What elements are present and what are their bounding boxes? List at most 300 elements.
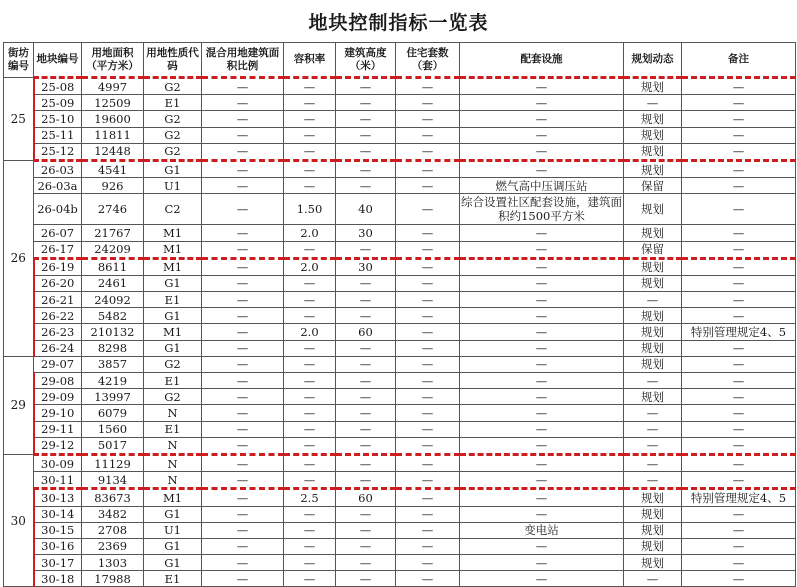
building-height: — (336, 356, 396, 372)
parcel-id: 26-22 (34, 308, 82, 324)
building-height: 60 (336, 324, 396, 340)
table-row (4, 127, 796, 143)
land-area: 11811 (82, 127, 144, 143)
header-row (4, 43, 796, 78)
building-height: — (336, 178, 396, 194)
parcel-id: 30-14 (34, 506, 82, 522)
housing-units: — (396, 522, 460, 538)
building-height: — (336, 472, 396, 489)
land-use-code: G2 (144, 389, 202, 405)
facility: — (460, 555, 624, 571)
parcel-id: 30-15 (34, 522, 82, 538)
table-row (4, 522, 796, 538)
land-area: 5017 (82, 437, 144, 454)
table-row (4, 275, 796, 291)
land-use-code: G1 (144, 275, 202, 291)
facility: — (460, 324, 624, 340)
floor-area-ratio: — (284, 571, 336, 587)
floor-area-ratio: — (284, 421, 336, 437)
floor-area-ratio: — (284, 78, 336, 95)
land-use-code: G1 (144, 506, 202, 522)
land-area: 2369 (82, 538, 144, 554)
land-area: 8611 (82, 258, 144, 275)
mixed-ratio: — (202, 225, 284, 241)
remark: — (682, 405, 796, 421)
land-use-code: U1 (144, 522, 202, 538)
block-number: 26 (4, 160, 34, 356)
housing-units: — (396, 127, 460, 143)
parcel-id: 30-11 (34, 472, 82, 489)
remark: 特别管理规定4、5 (682, 324, 796, 340)
table-row (4, 143, 796, 160)
remark: — (682, 308, 796, 324)
facility: — (460, 160, 624, 177)
mixed-ratio: — (202, 437, 284, 454)
land-use-code: N (144, 437, 202, 454)
table-row (4, 356, 796, 372)
facility: — (460, 292, 624, 308)
building-height: — (336, 421, 396, 437)
housing-units: — (396, 340, 460, 356)
table-row (4, 241, 796, 258)
land-use-code: G2 (144, 143, 202, 160)
facility: — (460, 437, 624, 454)
parcel-id: 30-09 (34, 454, 82, 471)
housing-units: — (396, 95, 460, 111)
parcel-id: 25-11 (34, 127, 82, 143)
parcel-id: 26-21 (34, 292, 82, 308)
remark: — (682, 95, 796, 111)
land-area: 83673 (82, 489, 144, 506)
land-use-code: G1 (144, 308, 202, 324)
floor-area-ratio: — (284, 506, 336, 522)
mixed-ratio: — (202, 160, 284, 177)
housing-units: — (396, 555, 460, 571)
housing-units: — (396, 225, 460, 241)
parcel-id: 29-07 (34, 356, 82, 372)
land-area: 3482 (82, 506, 144, 522)
building-height: — (336, 437, 396, 454)
housing-units: — (396, 454, 460, 471)
land-use-code: U1 (144, 178, 202, 194)
plan-status: — (624, 373, 682, 389)
land-area: 4541 (82, 160, 144, 177)
table-row (4, 194, 796, 225)
remark: — (682, 127, 796, 143)
building-height: 40 (336, 194, 396, 225)
plan-status: 规划 (624, 324, 682, 340)
remark: — (682, 571, 796, 587)
mixed-ratio: — (202, 454, 284, 471)
col-header: 建筑高度（米） (336, 43, 396, 78)
plan-status: 规划 (624, 356, 682, 372)
parcel-id: 29-11 (34, 421, 82, 437)
mixed-ratio: — (202, 178, 284, 194)
facility: — (460, 421, 624, 437)
mixed-ratio: — (202, 308, 284, 324)
floor-area-ratio: — (284, 373, 336, 389)
parcel-id: 26-24 (34, 340, 82, 356)
parcel-id: 30-13 (34, 489, 82, 506)
plan-status: 规划 (624, 275, 682, 291)
remark: — (682, 194, 796, 225)
remark: — (682, 78, 796, 95)
parcel-id: 26-20 (34, 275, 82, 291)
block-number: 25 (4, 78, 34, 161)
land-area: 2708 (82, 522, 144, 538)
table-row (4, 454, 796, 471)
land-use-code: M1 (144, 324, 202, 340)
land-use-code: E1 (144, 95, 202, 111)
remark: — (682, 225, 796, 241)
facility: — (460, 241, 624, 258)
remark: — (682, 389, 796, 405)
floor-area-ratio: — (284, 160, 336, 177)
table-row (4, 373, 796, 389)
housing-units: — (396, 111, 460, 127)
floor-area-ratio: — (284, 522, 336, 538)
housing-units: — (396, 421, 460, 437)
floor-area-ratio: — (284, 241, 336, 258)
building-height: — (336, 522, 396, 538)
table-row (4, 292, 796, 308)
remark: — (682, 340, 796, 356)
table-row (4, 489, 796, 506)
plan-status: — (624, 437, 682, 454)
remark: — (682, 472, 796, 489)
col-header: 备注 (682, 43, 796, 78)
mixed-ratio: — (202, 489, 284, 506)
mixed-ratio: — (202, 571, 284, 587)
floor-area-ratio: — (284, 275, 336, 291)
building-height: — (336, 506, 396, 522)
col-header: 配套设施 (460, 43, 624, 78)
parcel-id: 26-07 (34, 225, 82, 241)
parcel-id: 26-23 (34, 324, 82, 340)
housing-units: — (396, 292, 460, 308)
col-header: 地块编号 (34, 43, 82, 78)
parcel-id: 26-03 (34, 160, 82, 177)
remark: — (682, 373, 796, 389)
land-area: 17988 (82, 571, 144, 587)
block-number: 29 (4, 356, 34, 454)
floor-area-ratio: — (284, 127, 336, 143)
land-use-code: G2 (144, 356, 202, 372)
floor-area-ratio: 1.50 (284, 194, 336, 225)
control-index-table (3, 42, 796, 587)
parcel-id: 25-09 (34, 95, 82, 111)
parcel-id: 26-19 (34, 258, 82, 275)
parcel-id: 29-10 (34, 405, 82, 421)
building-height: — (336, 373, 396, 389)
facility: 变电站 (460, 522, 624, 538)
table-row (4, 95, 796, 111)
facility: — (460, 111, 624, 127)
plan-status: 规划 (624, 389, 682, 405)
floor-area-ratio: — (284, 389, 336, 405)
facility: 燃气高中压调压站 (460, 178, 624, 194)
mixed-ratio: — (202, 275, 284, 291)
land-area: 1303 (82, 555, 144, 571)
land-area: 1560 (82, 421, 144, 437)
facility: — (460, 275, 624, 291)
mixed-ratio: — (202, 538, 284, 554)
facility: — (460, 506, 624, 522)
land-area: 2461 (82, 275, 144, 291)
land-use-code: G2 (144, 78, 202, 95)
land-use-code: N (144, 454, 202, 471)
land-area: 13997 (82, 389, 144, 405)
mixed-ratio: — (202, 472, 284, 489)
facility: — (460, 489, 624, 506)
table-row (4, 421, 796, 437)
housing-units: — (396, 178, 460, 194)
remark: — (682, 538, 796, 554)
plan-status: 规划 (624, 340, 682, 356)
remark: — (682, 143, 796, 160)
housing-units: — (396, 78, 460, 95)
building-height: — (336, 538, 396, 554)
mixed-ratio: — (202, 405, 284, 421)
housing-units: — (396, 308, 460, 324)
facility: — (460, 538, 624, 554)
table-row (4, 258, 796, 275)
mixed-ratio: — (202, 241, 284, 258)
facility: — (460, 308, 624, 324)
col-header: 街坊编号 (4, 43, 34, 78)
remark: — (682, 111, 796, 127)
housing-units: — (396, 506, 460, 522)
remark: 特别管理规定4、5 (682, 489, 796, 506)
plan-status: 保留 (624, 241, 682, 258)
col-header: 用地面积（平方米） (82, 43, 144, 78)
building-height: — (336, 160, 396, 177)
table-row (4, 389, 796, 405)
land-use-code: G1 (144, 340, 202, 356)
parcel-id: 30-17 (34, 555, 82, 571)
mixed-ratio: — (202, 389, 284, 405)
col-header: 容积率 (284, 43, 336, 78)
floor-area-ratio: — (284, 143, 336, 160)
block-number: 30 (4, 454, 34, 587)
remark: — (682, 178, 796, 194)
land-area: 12448 (82, 143, 144, 160)
building-height: — (336, 292, 396, 308)
remark: — (682, 454, 796, 471)
remark: — (682, 275, 796, 291)
building-height: 60 (336, 489, 396, 506)
land-area: 24092 (82, 292, 144, 308)
remark: — (682, 241, 796, 258)
housing-units: — (396, 143, 460, 160)
facility: — (460, 78, 624, 95)
table-row (4, 308, 796, 324)
floor-area-ratio: — (284, 437, 336, 454)
floor-area-ratio: — (284, 95, 336, 111)
col-header: 混合用地建筑面积比例 (202, 43, 284, 78)
land-area: 24209 (82, 241, 144, 258)
table-row (4, 437, 796, 454)
parcel-id: 29-08 (34, 373, 82, 389)
facility: 综合设置社区配套设施，建筑面积约1500平方米 (461, 195, 622, 224)
land-area: 3857 (82, 356, 144, 372)
plan-status: 规划 (624, 143, 682, 160)
building-height: 30 (336, 258, 396, 275)
floor-area-ratio: 2.0 (284, 324, 336, 340)
plan-status: 规划 (624, 538, 682, 554)
parcel-id: 25-12 (34, 143, 82, 160)
land-area: 210132 (82, 324, 144, 340)
facility: — (460, 356, 624, 372)
housing-units: — (396, 571, 460, 587)
table-row (4, 405, 796, 421)
plan-status: 规划 (624, 555, 682, 571)
housing-units: — (396, 389, 460, 405)
mixed-ratio: — (202, 373, 284, 389)
building-height: — (336, 95, 396, 111)
housing-units: — (396, 373, 460, 389)
floor-area-ratio: 2.0 (284, 225, 336, 241)
building-height: — (336, 308, 396, 324)
plan-status: — (624, 472, 682, 489)
floor-area-ratio: 2.0 (284, 258, 336, 275)
floor-area-ratio: — (284, 538, 336, 554)
plan-status: — (624, 571, 682, 587)
land-use-code: M1 (144, 489, 202, 506)
land-use-code: E1 (144, 421, 202, 437)
col-header: 住宅套数（套） (396, 43, 460, 78)
facility: — (460, 389, 624, 405)
parcel-id: 26-17 (34, 241, 82, 258)
plan-status: 规划 (624, 127, 682, 143)
floor-area-ratio: — (284, 340, 336, 356)
mixed-ratio: — (202, 292, 284, 308)
mixed-ratio: — (202, 194, 284, 225)
mixed-ratio: — (202, 340, 284, 356)
facility: — (460, 405, 624, 421)
land-area: 21767 (82, 225, 144, 241)
mixed-ratio: — (202, 258, 284, 275)
land-use-code: M1 (144, 241, 202, 258)
floor-area-ratio: 2.5 (284, 489, 336, 506)
housing-units: — (396, 275, 460, 291)
land-use-code: G1 (144, 538, 202, 554)
building-height: — (336, 389, 396, 405)
page-title: 地块控制指标一览表 (308, 12, 489, 34)
facility: — (460, 571, 624, 587)
mixed-ratio: — (202, 356, 284, 372)
remark: — (682, 292, 796, 308)
floor-area-ratio: — (284, 356, 336, 372)
land-area: 19600 (82, 111, 144, 127)
mixed-ratio: — (202, 111, 284, 127)
table-row (4, 225, 796, 241)
parcel-id: 25-10 (34, 111, 82, 127)
table-row (4, 555, 796, 571)
table-row (4, 472, 796, 489)
parcel-id: 26-04b (34, 194, 82, 225)
table-row (4, 340, 796, 356)
facility: — (460, 225, 624, 241)
land-area: 5482 (82, 308, 144, 324)
plan-status: 规划 (624, 506, 682, 522)
facility: — (460, 454, 624, 471)
floor-area-ratio: — (284, 405, 336, 421)
remark: — (682, 437, 796, 454)
housing-units: — (396, 405, 460, 421)
floor-area-ratio: — (284, 454, 336, 471)
plan-status: 规划 (624, 194, 682, 225)
plan-status: 规划 (624, 522, 682, 538)
remark: — (682, 421, 796, 437)
mixed-ratio: — (202, 78, 284, 95)
mixed-ratio: — (202, 522, 284, 538)
land-use-code: M1 (144, 225, 202, 241)
plan-status: — (624, 292, 682, 308)
remark: — (682, 258, 796, 275)
housing-units: — (396, 258, 460, 275)
parcel-id: 30-16 (34, 538, 82, 554)
table-row (4, 78, 796, 95)
facility: — (460, 127, 624, 143)
remark: — (682, 506, 796, 522)
housing-units: — (396, 160, 460, 177)
mixed-ratio: — (202, 143, 284, 160)
plan-status: 规划 (624, 225, 682, 241)
plan-status: — (624, 421, 682, 437)
table-row (4, 538, 796, 554)
plan-status: — (624, 454, 682, 471)
housing-units: — (396, 324, 460, 340)
land-use-code: G1 (144, 555, 202, 571)
mixed-ratio: — (202, 506, 284, 522)
floor-area-ratio: — (284, 555, 336, 571)
plan-status: 规划 (624, 308, 682, 324)
building-height: — (336, 275, 396, 291)
land-use-code: N (144, 405, 202, 421)
plan-status: — (624, 95, 682, 111)
table-body (4, 78, 796, 587)
plan-status: 规划 (624, 258, 682, 275)
table-row (4, 160, 796, 177)
facility: — (460, 95, 624, 111)
land-area: 926 (82, 178, 144, 194)
building-height: — (336, 405, 396, 421)
land-use-code: E1 (144, 373, 202, 389)
housing-units: — (396, 437, 460, 454)
building-height: — (336, 111, 396, 127)
parcel-id: 26-03a (34, 178, 82, 194)
floor-area-ratio: — (284, 292, 336, 308)
plan-status: 规划 (624, 160, 682, 177)
land-area: 8298 (82, 340, 144, 356)
table-row (4, 324, 796, 340)
housing-units: — (396, 194, 460, 225)
facility: — (460, 373, 624, 389)
land-area: 11129 (82, 454, 144, 471)
land-use-code: E1 (144, 292, 202, 308)
parcel-id: 25-08 (34, 78, 82, 95)
land-use-code: E1 (144, 571, 202, 587)
land-use-code: N (144, 472, 202, 489)
land-use-code: G2 (144, 111, 202, 127)
floor-area-ratio: — (284, 472, 336, 489)
floor-area-ratio: — (284, 308, 336, 324)
col-header: 规划动态 (624, 43, 682, 78)
plan-status: 规划 (624, 489, 682, 506)
parcel-id: 29-09 (34, 389, 82, 405)
land-area: 4219 (82, 373, 144, 389)
